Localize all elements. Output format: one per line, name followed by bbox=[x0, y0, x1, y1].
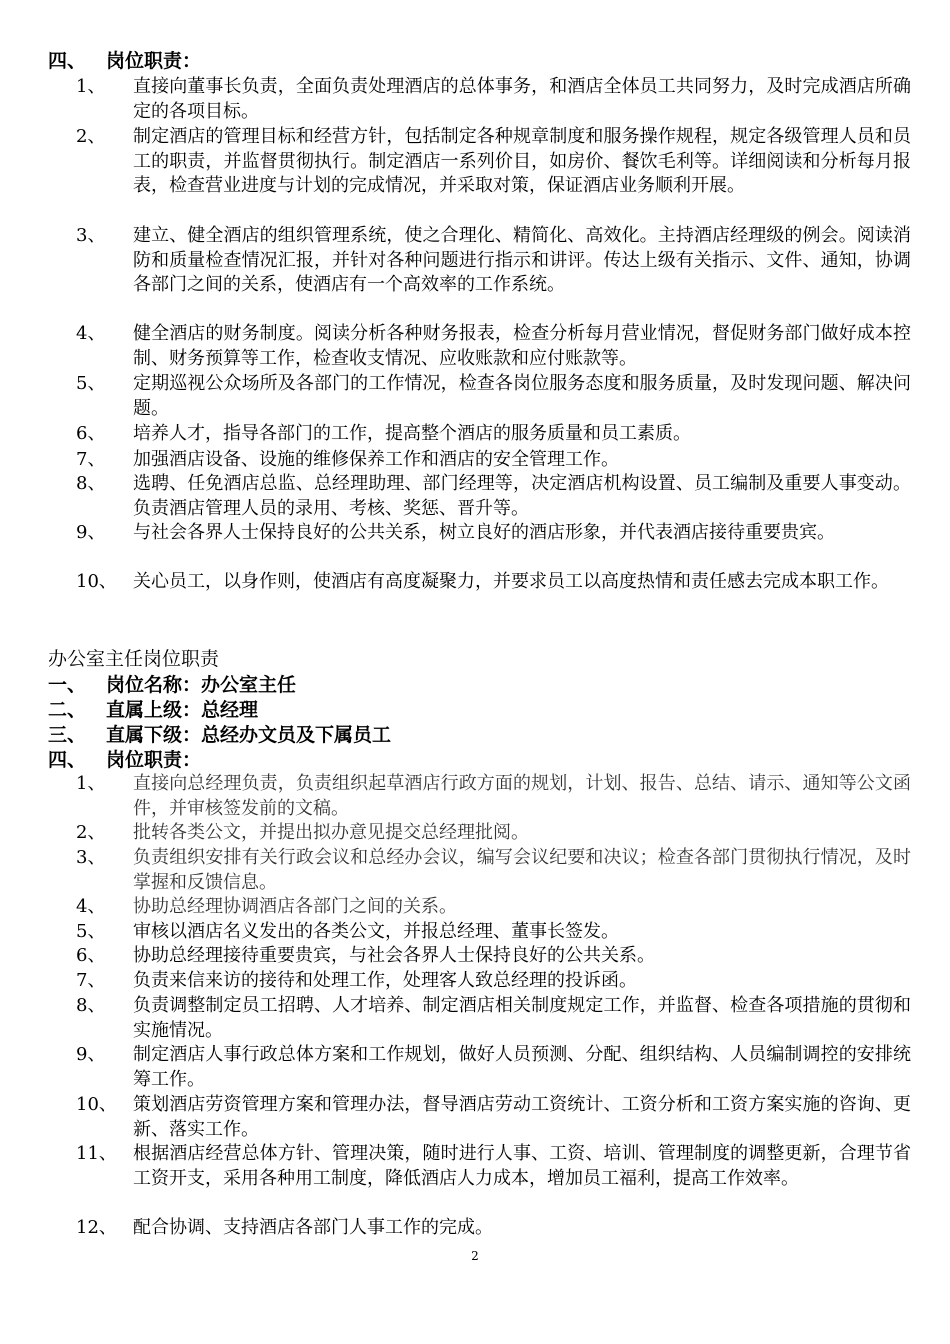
item-text: 直接向董事长负责，全面负责处理酒店的总体事务，和酒店全体员工共同努力，及时完成酒店所确定的各项目标。 bbox=[133, 76, 911, 122]
section2-heading bbox=[48, 747, 201, 773]
item-number: 5、 bbox=[76, 373, 106, 394]
heading-number: 四、 bbox=[48, 50, 87, 72]
item-text: 配合协调、支持酒店各部门人事工作的完成。 bbox=[133, 1217, 493, 1238]
item-number: 2、 bbox=[76, 822, 106, 843]
section2-heading bbox=[48, 697, 258, 723]
item-number: 8、 bbox=[76, 473, 106, 494]
item-number: 3、 bbox=[76, 847, 106, 868]
item-number: 4、 bbox=[76, 896, 106, 917]
section2-title: 办公室主任岗位职责 bbox=[48, 648, 220, 670]
item-text: 策划酒店劳资管理方案和管理办法，督导酒店劳动工资统计、工资分析和工资方案实施的咨询、更新、落实工作。 bbox=[133, 1094, 911, 1140]
heading-number: 三、 bbox=[48, 724, 87, 746]
item-number: 4、 bbox=[76, 323, 106, 344]
item-text: 与社会各界人士保持良好的公共关系，树立良好的酒店形象，并代表酒店接待重要贵宾。 bbox=[133, 522, 835, 543]
item-number: 8、 bbox=[76, 995, 106, 1016]
item-text: 制定酒店人事行政总体方案和工作规划，做好人员预测、分配、组织结构、人员编制调控的安排统筹工作。 bbox=[133, 1044, 911, 1090]
heading-number: 一、 bbox=[48, 674, 87, 696]
heading-label: 直属下级：总经办文员及下属员工 bbox=[106, 724, 392, 746]
item-number: 7、 bbox=[76, 970, 106, 991]
heading-number: 二、 bbox=[48, 699, 87, 721]
heading-label: 岗位职责： bbox=[106, 749, 202, 771]
item-number: 5、 bbox=[76, 921, 106, 942]
item-text: 加强酒店设备、设施的维修保养工作和酒店的安全管理工作。 bbox=[133, 449, 619, 470]
item-text: 负责组织安排有关行政会议和总经办会议，编写会议纪要和决议；检查各部门贯彻执行情况，及时掌握和反馈信息。 bbox=[133, 847, 911, 893]
section2-heading bbox=[48, 672, 296, 698]
item-text: 健全酒店的财务制度。阅读分析各种财务报表，检查分析每月营业情况，督促财务部门做好成本控制、财务预算等工作，检查收支情况、应收账款和应付账款等。 bbox=[133, 323, 911, 369]
item-text: 批转各类公文，并提出拟办意见提交总经理批阅。 bbox=[133, 822, 529, 843]
item-number: 1、 bbox=[76, 76, 106, 97]
item-text: 建立、健全酒店的组织管理系统，使之合理化、精简化、高效化。主持酒店经理级的例会。阅读消防和质量检查情况汇报，并针对各种问题进行指示和讲评。传达上级有关指示、文件、通知，协调各部门之间的关系，使酒店有一个高效率的工作系统。 bbox=[133, 225, 911, 296]
item-number: 9、 bbox=[76, 522, 106, 543]
item-number: 12、 bbox=[76, 1217, 117, 1238]
page-number: 2 bbox=[471, 1249, 479, 1263]
item-text: 根据酒店经营总体方针、管理决策，随时进行人事、工资、培训、管理制度的调整更新，合理节省工资开支，采用各种用工制度，降低酒店人力成本，增加员工福利，提高工作效率。 bbox=[133, 1143, 911, 1189]
item-number: 7、 bbox=[76, 449, 106, 470]
heading-label: 岗位名称：办公室主任 bbox=[106, 674, 297, 696]
item-text: 协助总经理协调酒店各部门之间的关系。 bbox=[133, 896, 457, 917]
section2-heading bbox=[48, 722, 391, 748]
item-text: 审核以酒店名义发出的各类公文，并报总经理、董事长签发。 bbox=[133, 921, 619, 942]
item-text: 负责来信来访的接待和处理工作，处理客人致总经理的投诉函。 bbox=[133, 970, 637, 991]
heading-label: 岗位职责： bbox=[106, 50, 202, 72]
item-text: 负责调整制定员工招聘、人才培养、制定酒店相关制度规定工作，并监督、检查各项措施的贯彻和实施情况。 bbox=[133, 995, 911, 1041]
item-text: 直接向总经理负责，负责组织起草酒店行政方面的规划，计划、报告、总结、请示、通知等公文函件，并审核签发前的文稿。 bbox=[133, 773, 911, 819]
item-number: 1、 bbox=[76, 773, 106, 794]
item-text: 制定酒店的管理目标和经营方针，包括制定各种规章制度和服务操作规程，规定各级管理人员和员工的职责，并监督贯彻执行。制定酒店一系列价目，如房价、餐饮毛利等。详细阅读和分析每月报表，检查营业进度与计划的完成情况，并采取对策，保证酒店业务顺利开展。 bbox=[133, 126, 911, 197]
item-text: 定期巡视公众场所及各部门的工作情况，检查各岗位服务态度和服务质量，及时发现问题、解决问题。 bbox=[133, 373, 911, 419]
item-number: 11、 bbox=[76, 1143, 117, 1164]
item-text: 关心员工，以身作则，使酒店有高度凝聚力，并要求员工以高度热情和责任感去完成本职工作。 bbox=[133, 571, 889, 592]
heading-label: 直属上级：总经理 bbox=[106, 699, 259, 721]
item-number: 10、 bbox=[76, 1094, 117, 1115]
item-number: 6、 bbox=[76, 945, 106, 966]
item-text: 协助总经理接待重要贵宾，与社会各界人士保持良好的公共关系。 bbox=[133, 945, 655, 966]
item-text: 培养人才，指导各部门的工作，提高整个酒店的服务质量和员工素质。 bbox=[133, 423, 691, 444]
item-number: 6、 bbox=[76, 423, 106, 444]
item-number: 9、 bbox=[76, 1044, 106, 1065]
heading-number: 四、 bbox=[48, 749, 87, 771]
item-text: 选聘、任免酒店总监、总经理助理、部门经理等，决定酒店机构设置、员工编制及重要人事变动。负责酒店管理人员的录用、考核、奖惩、晋升等。 bbox=[133, 473, 911, 519]
section1-heading bbox=[48, 48, 201, 74]
item-number: 3、 bbox=[76, 225, 106, 246]
item-number: 2、 bbox=[76, 126, 106, 147]
item-number: 10、 bbox=[76, 571, 117, 592]
